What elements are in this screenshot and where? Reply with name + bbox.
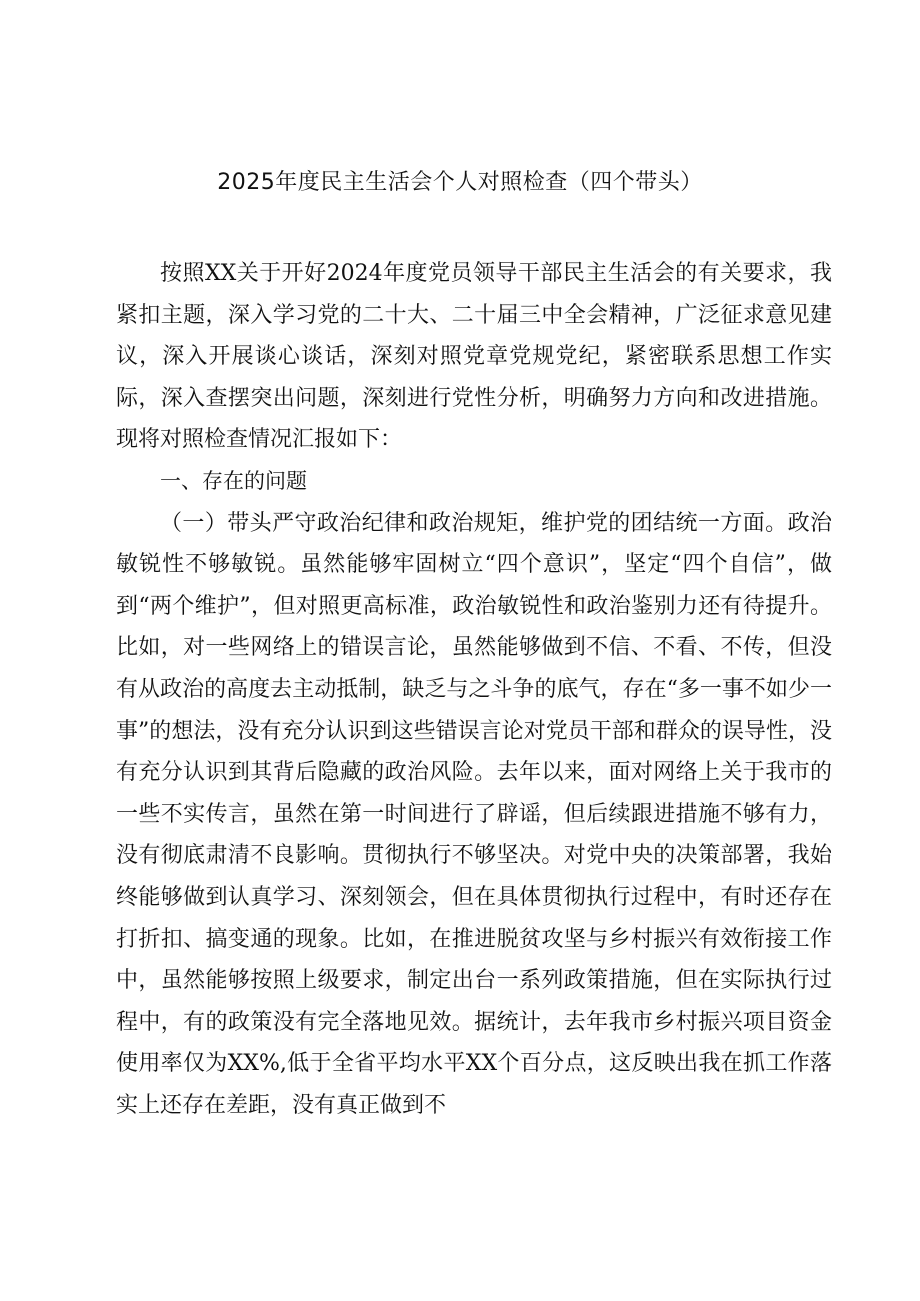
document-body [116,253,832,1126]
subsection-paragraph: （一）带头严守政治纪律和政治规矩，维护党的团结统一方面。政治敏锐性不够敏锐。虽然能够牢固树立“四个意识”，坚定“四个自信”，做到“两个维护”，但对照更高标准，政治敏锐性和政治鉴别力还有待提升。比如，对一些网络上的错误言论，虽然能够做到不信、不看、不传，但没有从政治的高度去主动抵制，缺乏与之斗争的底气，存在“多一事不如少一事”的想法，没有充分认识到这些错误言论对党员干部和群众的误导性，没有充分认识到其背后隐藏的政治风险。去年以来，面对网络上关于我市的一些不实传言，虽然在第一时间进行了辟谣，但后续跟进措施不够有力，没有彻底肃清不良影响。贯彻执行不够坚决。对党中央的决策部署，我始终能够做到认真学习、深刻领会，但在具体贯彻执行过程中，有时还存在打折扣、搞变通的现象。比如，在推进脱贫攻坚与乡村振兴有效衔接工作中，虽然能够按照上级要求，制定出台一系列政策措施，但在实际执行过程中，有的政策没有完全落地见效。据统计，去年我市乡村振兴项目资金使用率仅为XX%,低于全省平均水平XX个百分点，这反映出我在抓工作落实上还存在差距，没有真正做到不 [116,510,832,1118]
document-title: 2025年度民主生活会个人对照检查（四个带头） [217,170,703,195]
intro-paragraph: 按照XX关于开好2024年度党员领导干部民主生活会的有关要求，我紧扣主题，深入学习党的二十大、二十届三中全会精神，广泛征求意见建议，深入开展谈心谈话，深刻对照党章党规党纪，紧密联系思想工作实际，深入查摆突出问题，深刻进行党性分析，明确努力方向和改进措施。现将对照检查情况汇报如下： [116,261,832,453]
section-heading: 一、存在的问题 [160,468,307,493]
